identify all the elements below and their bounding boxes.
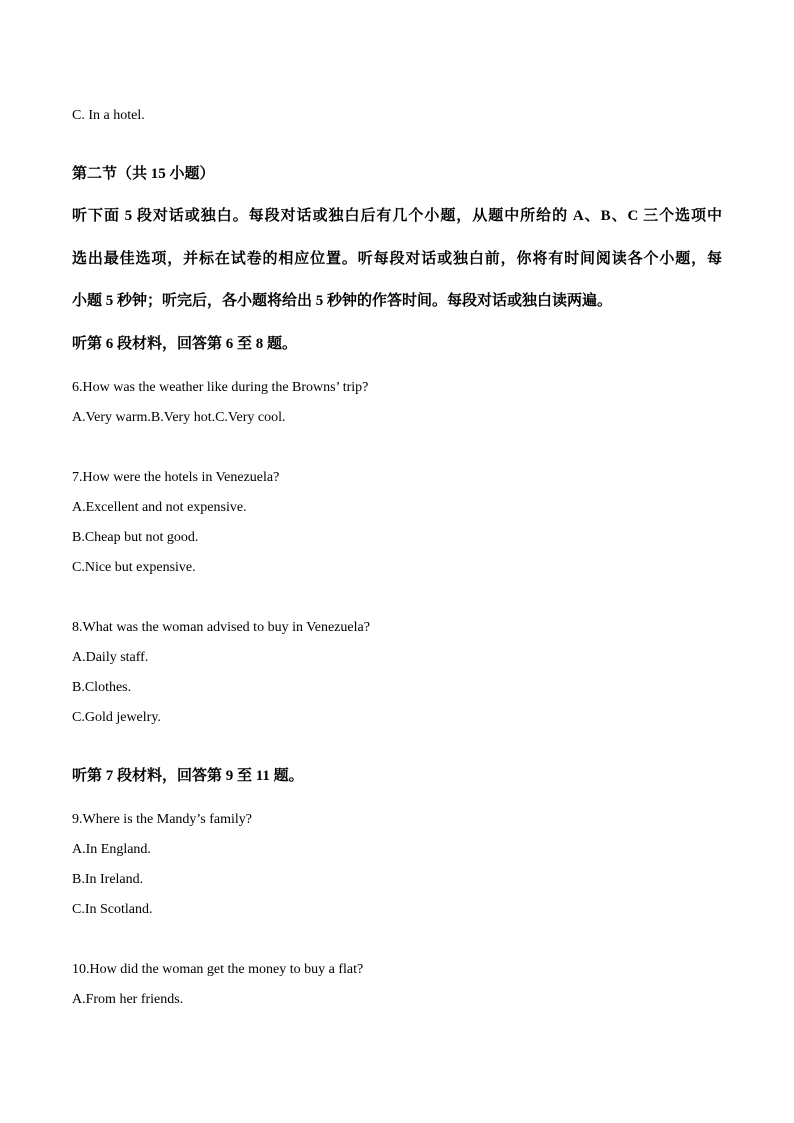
question-6-stem: 6.How was the weather like during the Browns’ trip? — [72, 380, 369, 395]
section-instructions-line-1: 听下面 5 段对话或独白。每段对话或独白后有几个小题，从题中所给的 A、B、C 三个选项中 — [72, 208, 722, 224]
section-heading: 第二节（共 15 小题） — [72, 166, 215, 182]
question-10-stem: 10.How did the woman get the money to buy a flat? — [72, 962, 364, 977]
question-7-option-b: B.Cheap but not good. — [72, 530, 199, 545]
question-6-options: A.Very warm.B.Very hot.C.Very cool. — [72, 410, 286, 425]
question-7-option-c: C.Nice but expensive. — [72, 560, 196, 575]
section-instructions-line-2: 选出最佳选项，并标在试卷的相应位置。听每段对话或独白前，你将有时间阅读各个小题，每 — [72, 251, 722, 267]
section-instructions-line-3: 小题 5 秒钟；听完后，各小题将给出 5 秒钟的作答时间。每段对话或独白读两遍。 — [72, 293, 613, 309]
question-9-option-c: C.In Scotland. — [72, 902, 153, 917]
option-c-previous: C. In a hotel. — [72, 108, 145, 123]
group-intro-6: 听第 6 段材料，回答第 6 至 8 题。 — [72, 336, 298, 352]
question-7-stem: 7.How were the hotels in Venezuela? — [72, 470, 280, 485]
question-9-stem: 9.Where is the Mandy’s family? — [72, 812, 253, 827]
question-8-option-c: C.Gold jewelry. — [72, 710, 161, 725]
question-9-option-b: B.In Ireland. — [72, 872, 144, 887]
question-8-stem: 8.What was the woman advised to buy in Venezuela? — [72, 620, 370, 635]
group-intro-7: 听第 7 段材料，回答第 9 至 11 题。 — [72, 768, 304, 784]
question-8-option-b: B.Clothes. — [72, 680, 132, 695]
question-7-option-a: A.Excellent and not expensive. — [72, 500, 247, 515]
question-10-option-a: A.From her friends. — [72, 992, 184, 1007]
question-9-option-a: A.In England. — [72, 842, 151, 857]
question-8-option-a: A.Daily staff. — [72, 650, 149, 665]
